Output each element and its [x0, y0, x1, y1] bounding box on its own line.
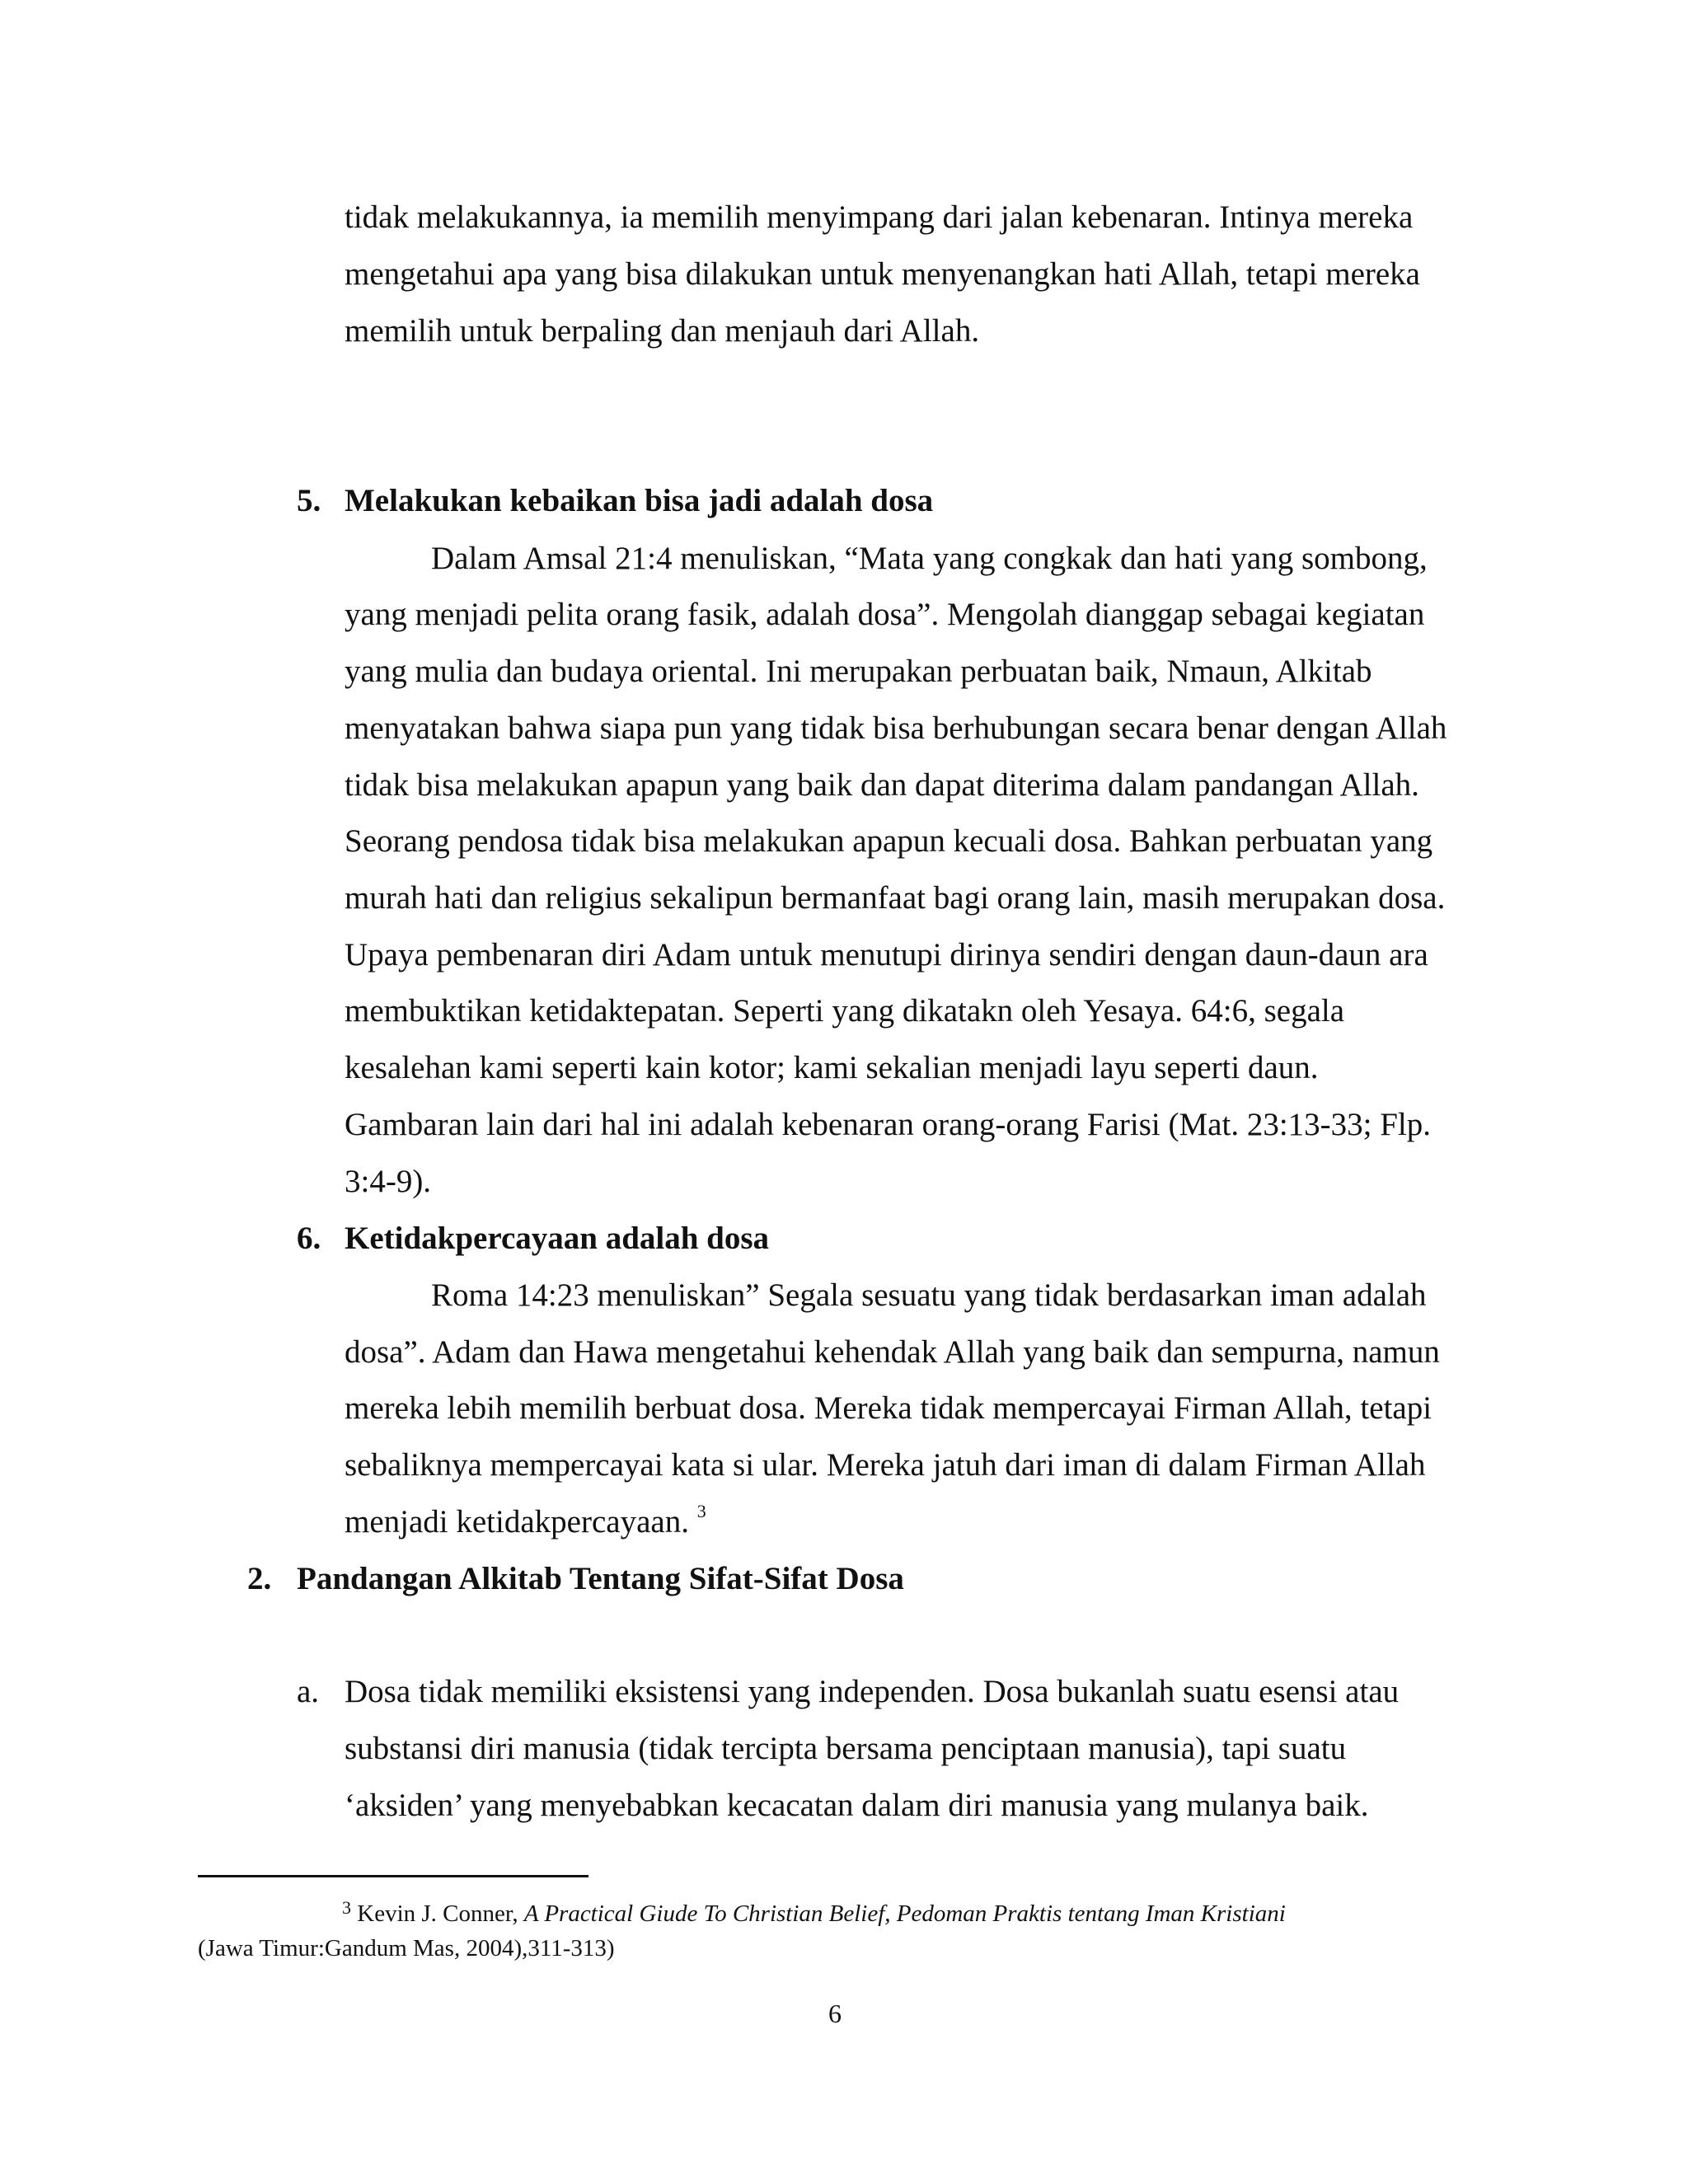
footnote-separator [198, 1875, 588, 1877]
paragraph-line: dosa”. Adam dan Hawa mengetahui kehendak Allah yang baik dan sempurna, namun [345, 1334, 1440, 1370]
paragraph-line: murah hati dan religius sekalipun bermanfaat bagi orang lain, masih merupakan dosa. [345, 880, 1446, 916]
section-heading: Pandangan Alkitab Tentang Sifat-Sifat Dosa [297, 1561, 904, 1596]
paragraph-line: Seorang pendosa tidak bisa melakukan apapun kecuali dosa. Bahkan perbuatan yang [345, 823, 1433, 859]
footnote-author: Kevin J. Conner, [357, 1900, 518, 1927]
footnote-title: A Practical Giude To Christian Belief, Pedoman Praktis tentang Iman Kristiani [523, 1900, 1286, 1927]
paragraph-line: Upaya pembenaran diri Adam untuk menutupi dirinya sendiri dengan daun-daun ara [345, 937, 1428, 972]
paragraph-line: Roma 14:23 menuliskan” Segala sesuatu yang tidak berdasarkan iman adalah [431, 1277, 1427, 1313]
paragraph-line: Dosa tidak memiliki eksistensi yang independen. Dosa bukanlah suatu esensi atau [345, 1674, 1400, 1709]
section-number: 5. [297, 483, 321, 518]
footnote-reference[interactable]: 3 [696, 1501, 706, 1521]
paragraph-text: menjadi ketidakpercayaan. [345, 1504, 689, 1540]
paragraph-line [345, 1501, 706, 1540]
list-item-label: a. [297, 1674, 320, 1709]
paragraph-line: Gambaran lain dari hal ini adalah kebenaran orang-orang Farisi (Mat. 23:13-33; Flp. [345, 1107, 1432, 1142]
section-heading: Melakukan kebaikan bisa jadi adalah dosa [345, 483, 934, 518]
paragraph-line: mengetahui apa yang bisa dilakukan untuk menyenangkan hati Allah, tetapi mereka [345, 256, 1420, 292]
paragraph-line: mereka lebih memilih berbuat dosa. Mereka tidak mempercayai Firman Allah, tetapi [345, 1390, 1432, 1426]
section-heading: Ketidakpercayaan adalah dosa [345, 1221, 770, 1256]
paragraph-line: yang menjadi pelita orang fasik, adalah dosa”. Mengolah dianggap sebagai kegiatan [345, 597, 1425, 632]
paragraph-line: tidak bisa melakukan apapun yang baik dan dapat diterima dalam pandangan Allah. [345, 767, 1419, 803]
paragraph-line: ‘aksiden’ yang menyebabkan kecacatan dalam diri manusia yang mulanya baik. [345, 1788, 1369, 1823]
paragraph-line: memilih untuk berpaling dan menjauh dari Allah. [345, 313, 980, 349]
section-number: 6. [297, 1221, 321, 1256]
paragraph-line: kesalehan kami seperti kain kotor; kami sekalian menjadi layu seperti daun. [345, 1050, 1319, 1085]
paragraph-line: menyatakan bahwa siapa pun yang tidak bisa berhubungan secara benar dengan Allah [345, 710, 1447, 746]
page-number: 6 [828, 1999, 842, 2028]
paragraph-line: membuktikan ketidaktepatan. Seperti yang dikatakn oleh Yesaya. 64:6, segala [345, 993, 1345, 1029]
section-number: 2. [247, 1561, 272, 1596]
paragraph-line: substansi diri manusia (tidak tercipta bersama penciptaan manusia), tapi suatu [345, 1731, 1347, 1766]
footnote-number: 3 [342, 1897, 351, 1918]
footnote-line [342, 1897, 1286, 1927]
paragraph-line: yang mulia dan budaya oriental. Ini merupakan perbuatan baik, Nmaun, Alkitab [345, 654, 1372, 689]
paragraph-line: tidak melakukannya, ia memilih menyimpang dari jalan kebenaran. Intinya mereka [345, 199, 1414, 235]
footnote-publication: (Jawa Timur:Gandum Mas, 2004),311-313) [198, 1935, 615, 1961]
paragraph-line: sebaliknya mempercayai kata si ular. Mereka jatuh dari iman di dalam Firman Allah [345, 1447, 1426, 1483]
paragraph-line: Dalam Amsal 21:4 menuliskan, “Mata yang congkak dan hati yang sombong, [431, 541, 1428, 576]
paragraph-line: 3:4-9). [345, 1164, 432, 1199]
